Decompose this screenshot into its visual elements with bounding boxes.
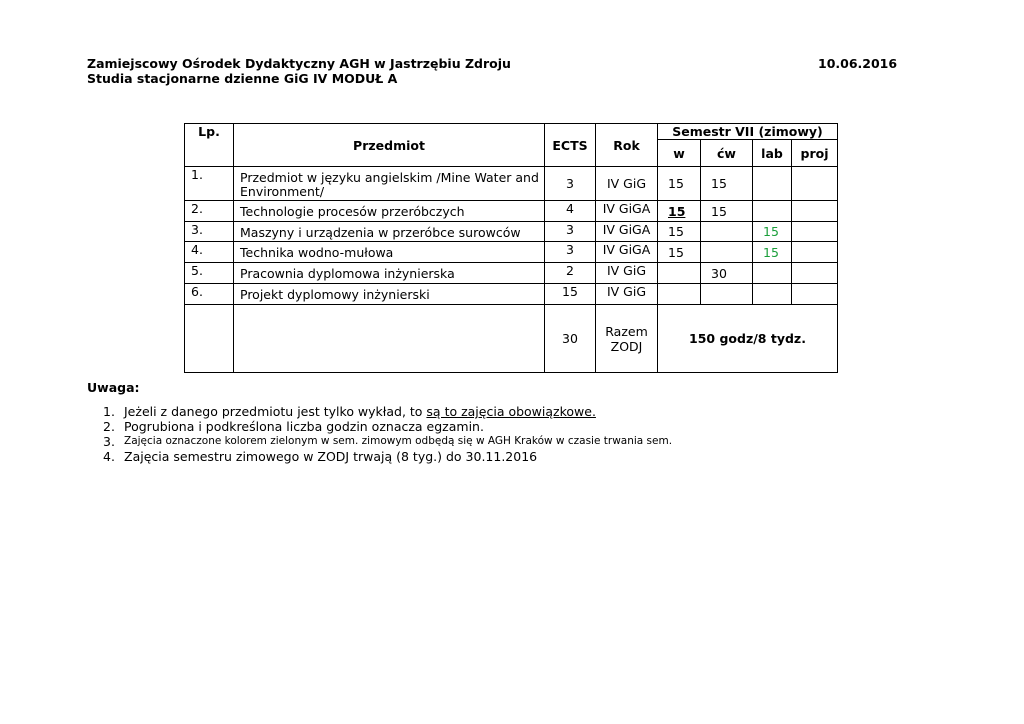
row-ects: 3 bbox=[545, 222, 596, 242]
row-cw: 30 bbox=[701, 263, 753, 284]
total-row bbox=[185, 305, 838, 373]
row-ects: 4 bbox=[545, 201, 596, 222]
header-lab: lab bbox=[753, 140, 792, 167]
note-item bbox=[87, 404, 672, 419]
exam-hours: 15 bbox=[668, 203, 686, 219]
row-lp: 4. bbox=[185, 242, 234, 263]
notes-list bbox=[87, 404, 672, 464]
row-ects: 3 bbox=[545, 167, 596, 201]
row-lp: 2. bbox=[185, 201, 234, 222]
row-year: IV GiG bbox=[596, 284, 658, 305]
note-text: Jeżeli z danego przedmiotu jest tylko wykład, to bbox=[124, 404, 427, 419]
note-item bbox=[87, 449, 672, 464]
row-subject bbox=[234, 201, 545, 222]
table-row bbox=[185, 242, 838, 263]
row-lab: 15 bbox=[753, 222, 792, 242]
total-label-line1: Razem bbox=[605, 323, 648, 339]
header-w: w bbox=[658, 140, 701, 167]
row-proj bbox=[792, 222, 838, 242]
table-row bbox=[185, 263, 838, 284]
header-program: Studia stacjonarne dzienne GiG IV MODUŁ A bbox=[87, 71, 398, 86]
total-lp-empty bbox=[185, 305, 234, 373]
note-text: Zajęcia semestru zimowego w ZODJ trwają (8 tyg.) do 30.11.2016 bbox=[124, 449, 538, 464]
row-lab bbox=[753, 201, 792, 222]
row-proj bbox=[792, 263, 838, 284]
total-label bbox=[596, 305, 658, 373]
row-w: 15 bbox=[658, 167, 701, 201]
row-subject bbox=[234, 263, 545, 284]
row-year: IV GiG bbox=[596, 167, 658, 201]
row-subject-text: Technika wodno-mułowa bbox=[240, 245, 394, 260]
note-text: Zajęcia oznaczone kolorem zielonym w sem. zimowym odbędą się w AGH Kraków w czasie trwania sem. bbox=[124, 435, 673, 447]
header-institution: Zamiejscowy Ośrodek Dydaktyczny AGH w Jastrzębiu Zdroju bbox=[87, 56, 511, 71]
header-proj: proj bbox=[792, 140, 838, 167]
row-year: IV GiGA bbox=[596, 222, 658, 242]
header-year: Rok bbox=[596, 124, 658, 167]
table-row bbox=[185, 167, 838, 201]
header-lp: Lp. bbox=[185, 124, 234, 167]
row-proj bbox=[792, 167, 838, 201]
row-year: IV GiGA bbox=[596, 201, 658, 222]
row-subject bbox=[234, 222, 545, 242]
row-w: 15 bbox=[658, 242, 701, 263]
row-lab bbox=[753, 263, 792, 284]
row-subject-text: Pracownia dyplomowa inżynierska bbox=[240, 266, 455, 281]
row-lp: 5. bbox=[185, 263, 234, 284]
row-year: IV GiG bbox=[596, 263, 658, 284]
header-date: 10.06.2016 bbox=[818, 56, 898, 71]
table-row bbox=[185, 201, 838, 222]
row-subject-text: Projekt dyplomowy inżynierski bbox=[240, 287, 430, 302]
total-hours: 150 godz/8 tydz. bbox=[658, 305, 838, 373]
header-cw: ćw bbox=[701, 140, 753, 167]
row-ects: 2 bbox=[545, 263, 596, 284]
table-row bbox=[185, 284, 838, 305]
row-lp: 1. bbox=[185, 167, 234, 201]
row-subject-text: Maszyny i urządzenia w przeróbce surowców bbox=[240, 225, 521, 240]
row-proj bbox=[792, 242, 838, 263]
header-ects: ECTS bbox=[545, 124, 596, 167]
note-text: Pogrubiona i podkreślona liczba godzin oznacza egzamin. bbox=[124, 419, 484, 434]
header-subject: Przedmiot bbox=[234, 124, 545, 167]
total-label-line2: ZODJ bbox=[610, 338, 643, 354]
total-subject-empty bbox=[234, 305, 545, 373]
row-lab bbox=[753, 284, 792, 305]
row-subject bbox=[234, 242, 545, 263]
row-subject-text: Przedmiot w języku angielskim /Mine Water and Environment/ bbox=[240, 170, 539, 199]
notes-title: Uwaga: bbox=[87, 380, 140, 395]
total-ects: 30 bbox=[545, 305, 596, 373]
row-cw bbox=[701, 242, 753, 263]
row-proj bbox=[792, 201, 838, 222]
row-subject bbox=[234, 167, 545, 201]
row-lab: 15 bbox=[753, 242, 792, 263]
row-w bbox=[658, 263, 701, 284]
row-year: IV GiGA bbox=[596, 242, 658, 263]
note-number: 3. bbox=[103, 434, 115, 449]
row-cw bbox=[701, 222, 753, 242]
row-cw: 15 bbox=[701, 201, 753, 222]
course-table bbox=[184, 123, 838, 373]
row-w bbox=[658, 284, 701, 305]
note-item bbox=[87, 419, 672, 434]
row-cw: 15 bbox=[701, 167, 753, 201]
row-ects: 3 bbox=[545, 242, 596, 263]
row-w bbox=[658, 201, 701, 222]
row-lp: 3. bbox=[185, 222, 234, 242]
row-subject bbox=[234, 284, 545, 305]
row-ects: 15 bbox=[545, 284, 596, 305]
header-semester: Semestr VII (zimowy) bbox=[658, 124, 838, 140]
note-number: 4. bbox=[103, 449, 115, 464]
note-number: 2. bbox=[103, 419, 115, 434]
row-lp: 6. bbox=[185, 284, 234, 305]
row-cw bbox=[701, 284, 753, 305]
row-lab bbox=[753, 167, 792, 201]
note-item bbox=[87, 434, 672, 449]
note-text-underlined: są to zajęcia obowiązkowe. bbox=[426, 404, 596, 419]
row-subject-text: Technologie procesów przeróbczych bbox=[240, 204, 465, 219]
table-row bbox=[185, 222, 838, 242]
row-w: 15 bbox=[658, 222, 701, 242]
row-proj bbox=[792, 284, 838, 305]
note-number: 1. bbox=[103, 404, 115, 419]
